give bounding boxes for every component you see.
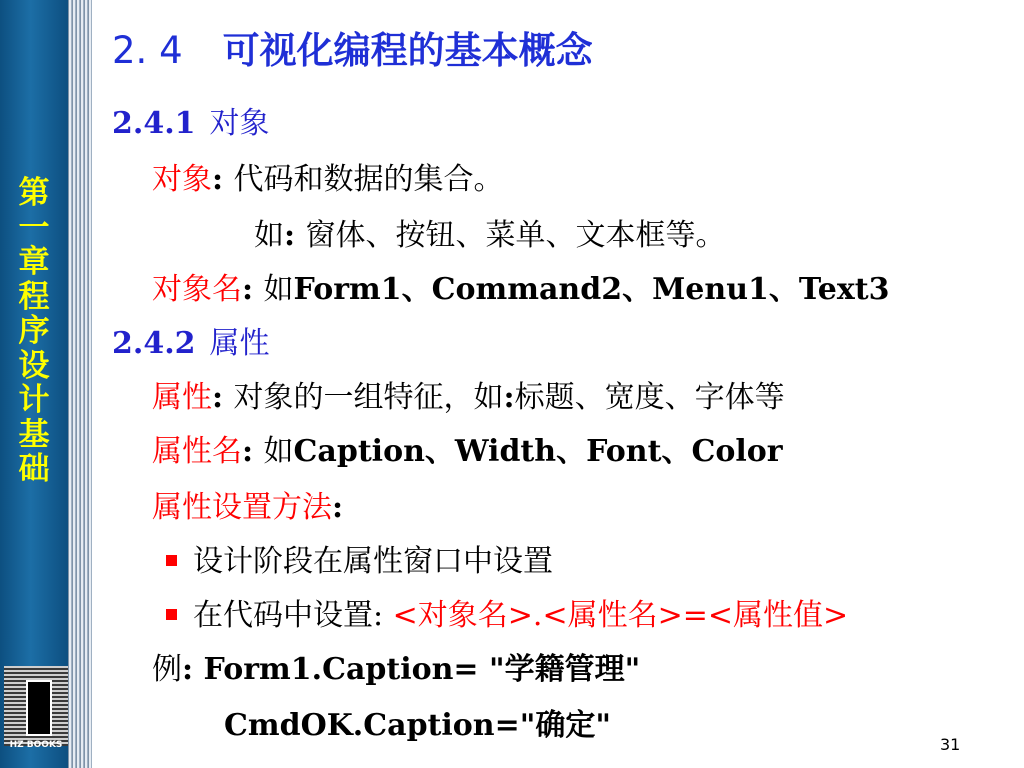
bullet-text: 设计阶段在属性窗口中设置 — [193, 544, 553, 579]
code-example: Form1.Caption= "学籍管理" — [203, 652, 641, 687]
title-text: 可视化编程的基本概念 — [222, 29, 593, 72]
syntax-text: <对象名>.<属性名>=<属性值> — [392, 598, 849, 633]
term-colon: : — [332, 490, 344, 525]
bullet-square-icon — [166, 555, 177, 566]
term-colon: : — [212, 162, 234, 197]
logo-door-icon — [26, 680, 52, 736]
example-prefix: 如 — [263, 272, 294, 307]
example-prefix: 如 — [263, 434, 294, 469]
section-number: 2.4.2 — [112, 326, 196, 361]
definition-colon: : — [503, 380, 515, 415]
example-prefix: 如 — [254, 218, 284, 253]
term-label: 对象名 — [152, 272, 242, 307]
publisher-logo — [4, 636, 68, 756]
definition-text: 标题、宽度、字体等 — [514, 380, 785, 415]
definition-text: 对象的一组特征，如 — [233, 380, 504, 415]
chapter-char: 序 — [18, 313, 50, 349]
example-text: 窗体、按钮、菜单、文本框等。 — [305, 218, 726, 253]
sidebar — [0, 0, 92, 768]
section-heading-property — [112, 324, 270, 364]
example-line-1 — [152, 650, 640, 690]
section-title: 对象 — [209, 106, 270, 141]
example-label: 例 — [152, 652, 182, 687]
bullet-design-time — [166, 542, 553, 582]
term-colon: : — [212, 380, 234, 415]
chapter-label — [0, 176, 68, 487]
chapter-char: 础 — [18, 451, 50, 487]
property-name-line — [152, 432, 783, 472]
property-set-method — [152, 488, 343, 528]
chapter-char: 基 — [18, 416, 50, 453]
section-title: 属性 — [209, 326, 270, 361]
term-label: 属性设置方法 — [152, 490, 332, 525]
code-example: CmdOK.Caption="确定" — [224, 708, 612, 743]
object-definition — [152, 160, 504, 200]
chapter-char: 计 — [18, 382, 50, 418]
logo-text: HZ BOOKS — [9, 740, 63, 750]
bullet-code-time — [166, 596, 848, 636]
chapter-char: 设 — [18, 347, 50, 384]
property-definition — [152, 378, 785, 418]
chapter-char: 一 — [18, 209, 50, 246]
example-colon: : — [284, 218, 306, 253]
bullet-text: 在代码中设置: — [193, 598, 393, 633]
term-colon: : — [242, 434, 264, 469]
object-name-list: Form1、Command2、Menu1、Text3 — [293, 272, 890, 307]
object-examples — [254, 216, 726, 256]
chapter-char: 第 — [18, 175, 50, 211]
bullet-square-icon — [166, 609, 177, 620]
sidebar-stripe — [68, 0, 92, 768]
chapter-char: 章 — [18, 244, 50, 280]
chapter-char: 程 — [18, 278, 50, 315]
term-colon: : — [242, 272, 264, 307]
object-name-line — [152, 270, 889, 310]
property-name-list: Caption、Width、Font、Color — [293, 434, 783, 469]
section-number: 2.4.1 — [112, 106, 196, 141]
definition-text: 代码和数据的集合。 — [233, 162, 504, 197]
title-number: 2. 4 — [112, 29, 183, 72]
section-heading-object — [112, 104, 270, 144]
slide-title — [112, 20, 593, 74]
term-label: 属性名 — [152, 434, 242, 469]
example-colon: : — [182, 652, 204, 687]
term-label: 属性 — [152, 380, 212, 415]
term-label: 对象 — [152, 162, 212, 197]
page-number: 31 — [940, 735, 961, 754]
example-line-2 — [224, 706, 611, 746]
